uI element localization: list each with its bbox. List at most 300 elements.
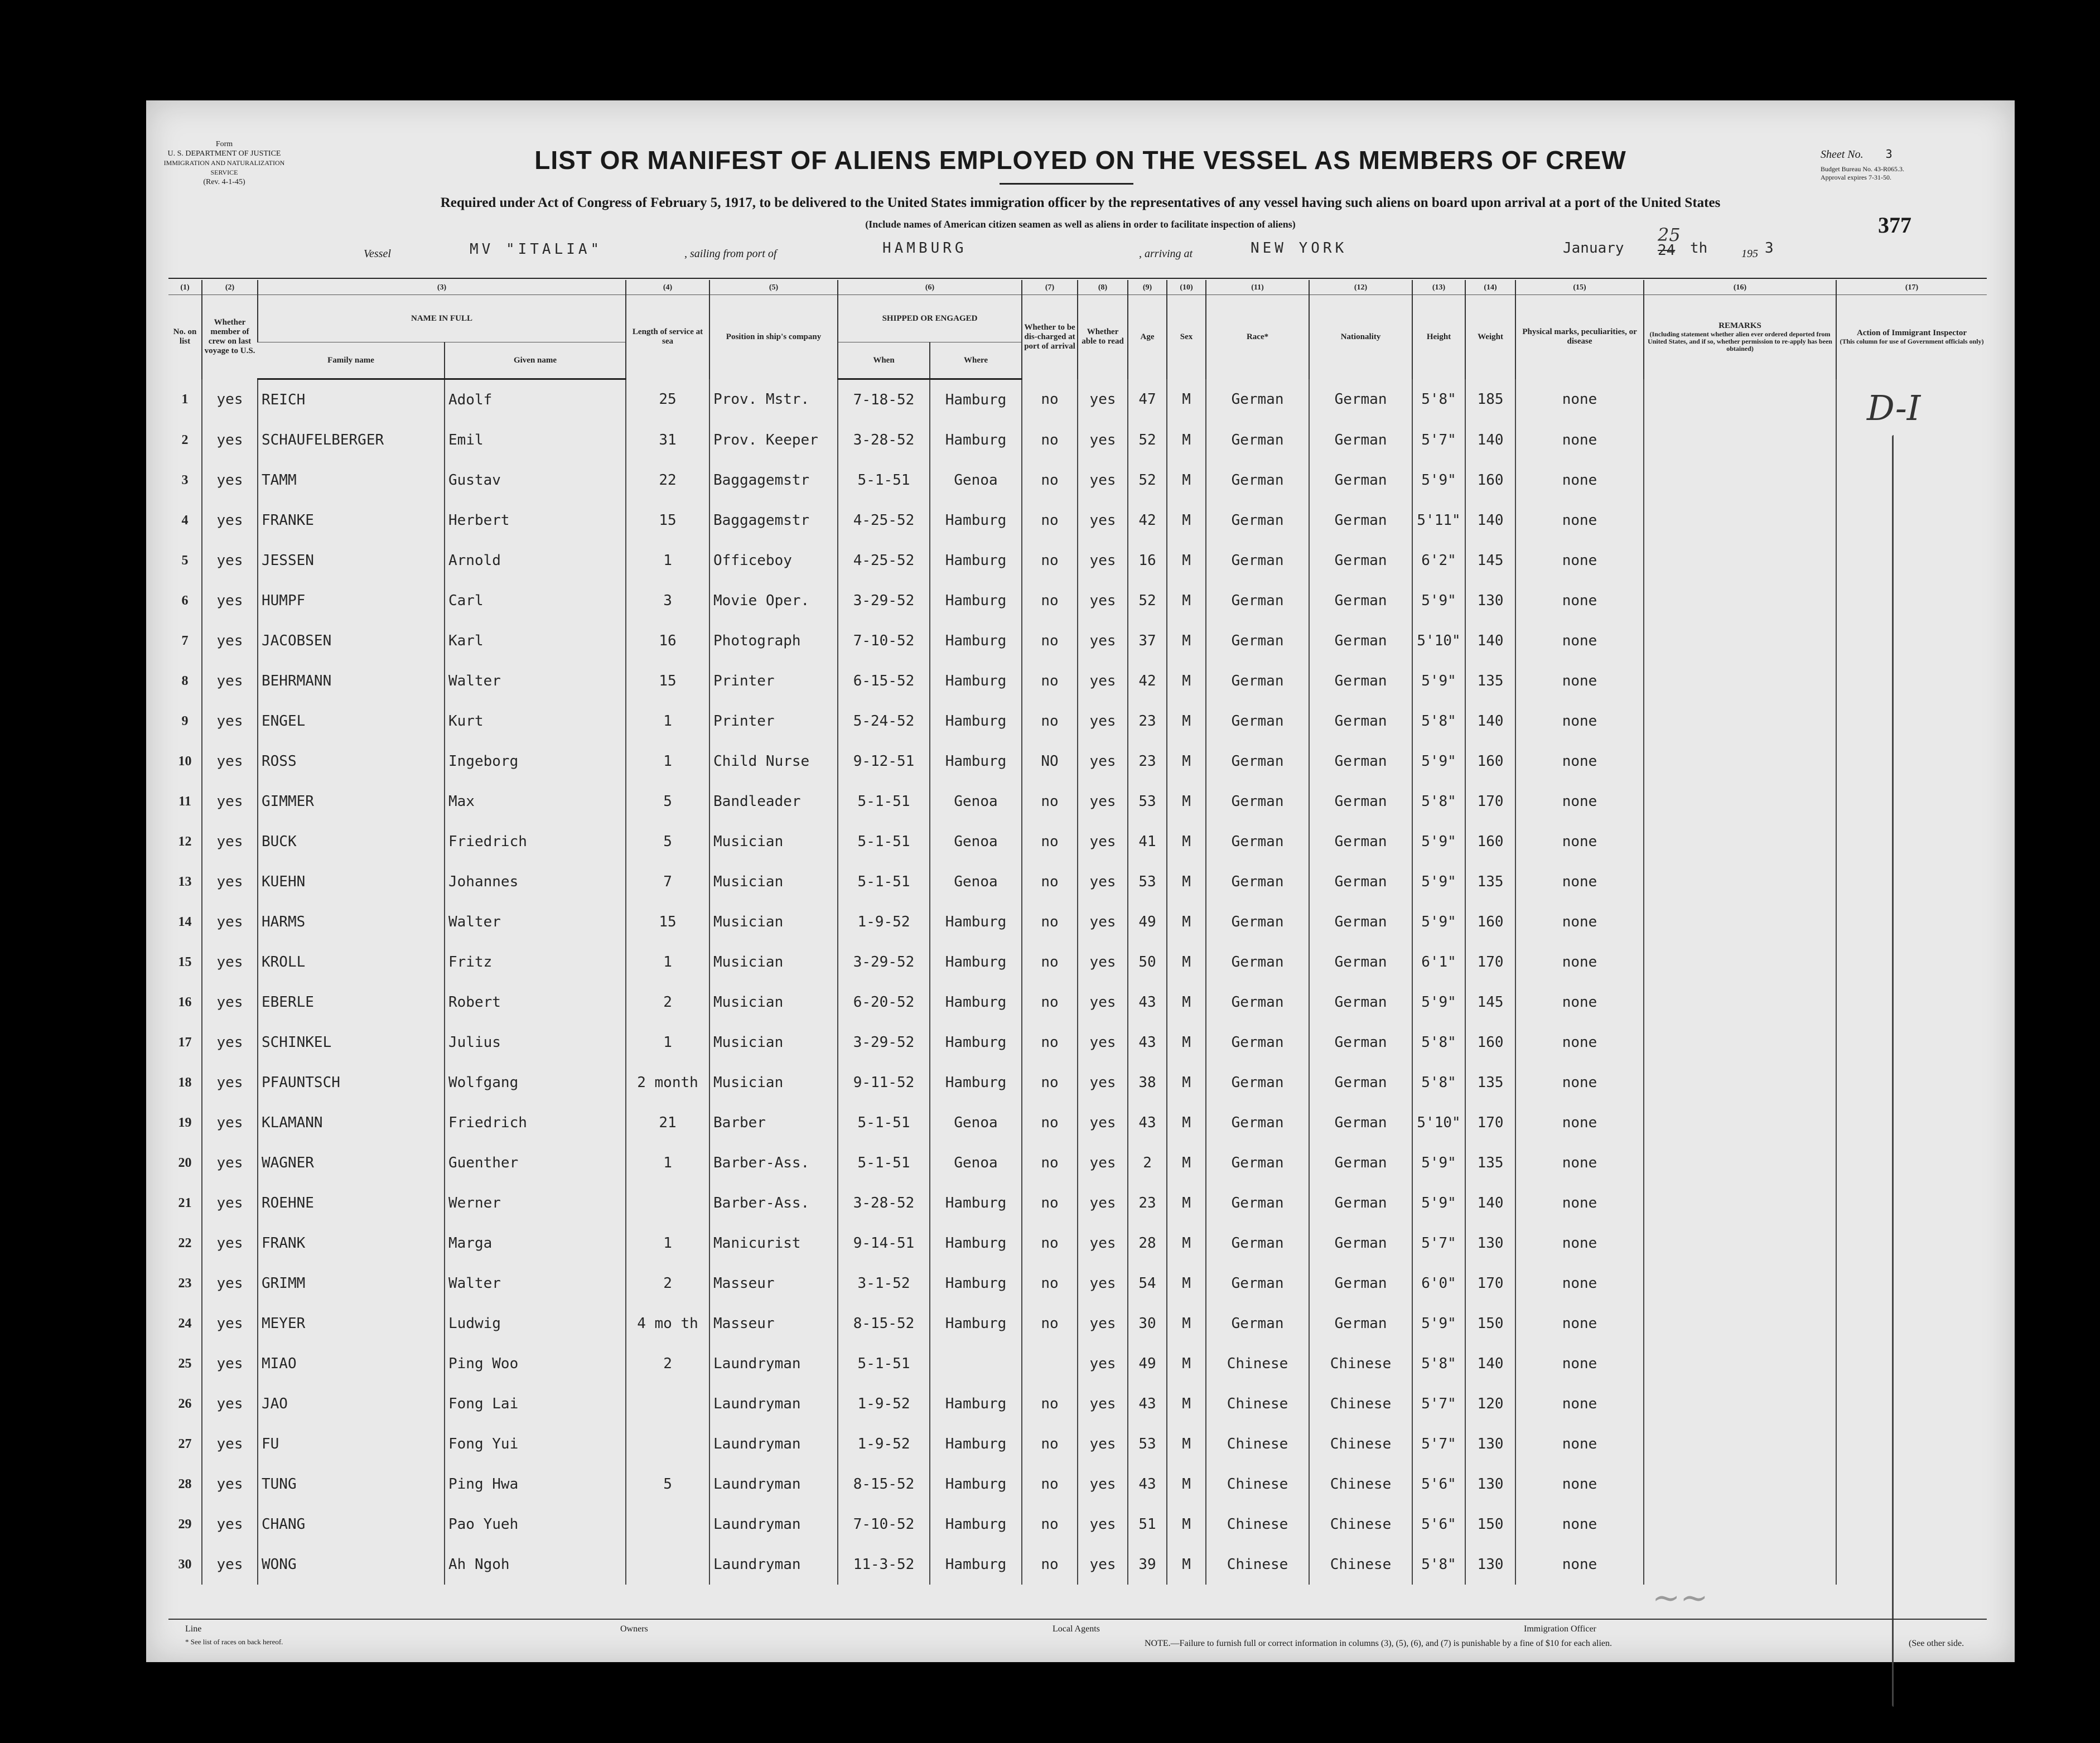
cell-to-be-discharged: no — [1022, 1063, 1078, 1103]
cell-shipped-where: Hamburg — [930, 1544, 1022, 1585]
cell-physical-marks: none — [1515, 902, 1644, 942]
cell-member-last-voyage: yes — [202, 1544, 258, 1585]
cell-sex: M — [1167, 1384, 1206, 1424]
cell-inspector-action — [1836, 1424, 1987, 1464]
column-number: (13) — [1412, 280, 1465, 295]
cell-weight: 150 — [1465, 1504, 1515, 1544]
cell-family-name: EBERLE — [258, 982, 445, 1022]
cell-race: German — [1206, 581, 1309, 621]
cell-length-of-service: 1 — [626, 1143, 709, 1183]
cell-nationality: German — [1309, 1103, 1412, 1143]
cell-given-name: Fong Lai — [445, 1384, 626, 1424]
cell-inspector-action — [1836, 1464, 1987, 1504]
cell-inspector-action — [1836, 1344, 1987, 1384]
cell-weight: 160 — [1465, 1022, 1515, 1063]
cell-family-name: SCHAUFELBERGER — [258, 420, 445, 460]
cell-able-to-read: yes — [1078, 1544, 1128, 1585]
cell-shipped-where: Hamburg — [930, 741, 1022, 781]
cell-nationality: German — [1309, 1063, 1412, 1103]
cell-age: 2 — [1128, 1143, 1167, 1183]
cell-physical-marks: none — [1515, 1544, 1644, 1585]
cell-given-name: Pao Yueh — [445, 1504, 626, 1544]
cell-physical-marks: none — [1515, 982, 1644, 1022]
cell-remarks — [1644, 1223, 1836, 1263]
cell-height: 5'6" — [1412, 1464, 1465, 1504]
cell-given-name: Gustav — [445, 460, 626, 500]
cell-to-be-discharged: no — [1022, 621, 1078, 661]
cell-given-name: Fritz — [445, 942, 626, 982]
cell-remarks — [1644, 379, 1836, 421]
cell-given-name: Herbert — [445, 500, 626, 540]
cell-nationality: German — [1309, 460, 1412, 500]
cell-given-name: Marga — [445, 1223, 626, 1263]
cell-inspector-action — [1836, 1303, 1987, 1344]
cell-weight: 135 — [1465, 1143, 1515, 1183]
cell-member-last-voyage: yes — [202, 500, 258, 540]
cell-length-of-service: 2 — [626, 982, 709, 1022]
cell-physical-marks: none — [1515, 1143, 1644, 1183]
cell-height: 5'8" — [1412, 379, 1465, 421]
cell-to-be-discharged: NO — [1022, 741, 1078, 781]
cell-sex: M — [1167, 540, 1206, 581]
column-number: (2) — [202, 280, 258, 295]
cell-shipped-when: 6-20-52 — [838, 982, 930, 1022]
crew-row — [168, 420, 1987, 460]
form-service: IMMIGRATION AND NATURALIZATION SERVICE — [163, 159, 285, 176]
cell-family-name: BUCK — [258, 822, 445, 862]
cell-race: German — [1206, 902, 1309, 942]
header-remarks-title: REMARKS — [1718, 321, 1761, 331]
cell-sex: M — [1167, 1223, 1206, 1263]
cell-height: 5'9" — [1412, 902, 1465, 942]
column-number: (8) — [1078, 280, 1128, 295]
cell-family-name: HARMS — [258, 902, 445, 942]
cell-age: 41 — [1128, 822, 1167, 862]
cell-remarks — [1644, 942, 1836, 982]
cell-remarks — [1644, 581, 1836, 621]
cell-family-name: MEYER — [258, 1303, 445, 1344]
cell-shipped-when: 9-12-51 — [838, 741, 930, 781]
cell-family-name: BEHRMANN — [258, 661, 445, 701]
cell-inspector-action — [1836, 661, 1987, 701]
cell-row-number: 23 — [178, 1276, 192, 1291]
header-height: Height — [1412, 295, 1465, 379]
cell-race: German — [1206, 621, 1309, 661]
cell-given-name: Ingeborg — [445, 741, 626, 781]
cell-shipped-when: 3-29-52 — [838, 581, 930, 621]
cell-age: 42 — [1128, 500, 1167, 540]
cell-inspector-action — [1836, 1504, 1987, 1544]
cell-race: Chinese — [1206, 1424, 1309, 1464]
cell-height: 5'7" — [1412, 1424, 1465, 1464]
cell-remarks — [1644, 460, 1836, 500]
cell-weight: 160 — [1465, 460, 1515, 500]
cell-remarks — [1644, 1263, 1836, 1303]
cell-height: 5'9" — [1412, 460, 1465, 500]
arrival-port: NEW YORK — [1251, 240, 1348, 257]
cell-race: German — [1206, 1063, 1309, 1103]
header-where: Where — [930, 342, 1022, 379]
cell-member-last-voyage: yes — [202, 1303, 258, 1344]
cell-nationality: German — [1309, 621, 1412, 661]
cell-length-of-service: 5 — [626, 1464, 709, 1504]
cell-shipped-where: Hamburg — [930, 1263, 1022, 1303]
cell-sex: M — [1167, 1022, 1206, 1063]
cell-shipped-where: Genoa — [930, 781, 1022, 822]
cell-height: 5'8" — [1412, 781, 1465, 822]
cell-to-be-discharged: no — [1022, 1384, 1078, 1424]
cell-position: Prov. Keeper — [709, 420, 838, 460]
cell-weight: 135 — [1465, 862, 1515, 902]
column-number: (1) — [168, 280, 202, 295]
cell-race: German — [1206, 942, 1309, 982]
cell-member-last-voyage: yes — [202, 1344, 258, 1384]
crew-row — [168, 621, 1987, 661]
cell-length-of-service: 21 — [626, 1103, 709, 1143]
cell-shipped-where: Hamburg — [930, 1303, 1022, 1344]
header-age: Age — [1128, 295, 1167, 379]
cell-member-last-voyage: yes — [202, 379, 258, 421]
cell-to-be-discharged: no — [1022, 1183, 1078, 1223]
cell-shipped-when: 5-1-51 — [838, 862, 930, 902]
cell-position: Child Nurse — [709, 741, 838, 781]
cell-sex: M — [1167, 1424, 1206, 1464]
cell-position: Printer — [709, 701, 838, 741]
cell-to-be-discharged: no — [1022, 942, 1078, 982]
cell-remarks — [1644, 621, 1836, 661]
cell-given-name: Karl — [445, 621, 626, 661]
cell-length-of-service: 1 — [626, 701, 709, 741]
cell-weight: 140 — [1465, 420, 1515, 460]
cell-race: Chinese — [1206, 1504, 1309, 1544]
header-inspector — [1836, 295, 1987, 379]
cell-physical-marks: none — [1515, 1344, 1644, 1384]
cell-race: Chinese — [1206, 1464, 1309, 1504]
cell-able-to-read: yes — [1078, 1424, 1128, 1464]
cell-row-number: 13 — [178, 874, 192, 889]
cell-age: 50 — [1128, 942, 1167, 982]
cell-length-of-service: 3 — [626, 581, 709, 621]
cell-able-to-read: yes — [1078, 862, 1128, 902]
cell-position: Laundryman — [709, 1424, 838, 1464]
footer-local-agents-label: Local Agents — [1053, 1624, 1100, 1634]
cell-age: 23 — [1128, 1183, 1167, 1223]
cell-length-of-service: 1 — [626, 741, 709, 781]
cell-member-last-voyage: yes — [202, 661, 258, 701]
cell-able-to-read: yes — [1078, 701, 1128, 741]
cell-position: Baggagemstr — [709, 500, 838, 540]
cell-height: 5'8" — [1412, 1344, 1465, 1384]
cell-shipped-when: 9-14-51 — [838, 1223, 930, 1263]
cell-length-of-service: 2 — [626, 1344, 709, 1384]
cell-height: 5'9" — [1412, 581, 1465, 621]
crew-row — [168, 982, 1987, 1022]
cell-row-number: 4 — [181, 513, 189, 528]
cell-given-name: Friedrich — [445, 822, 626, 862]
cell-shipped-when: 1-9-52 — [838, 902, 930, 942]
cell-row-number: 15 — [178, 954, 192, 969]
header-shipped-engaged: SHIPPED OR ENGAGED — [838, 295, 1022, 342]
cell-age: 16 — [1128, 540, 1167, 581]
cell-length-of-service: 5 — [626, 781, 709, 822]
cell-family-name: PFAUNTSCH — [258, 1063, 445, 1103]
cell-sex: M — [1167, 661, 1206, 701]
cell-shipped-where: Genoa — [930, 822, 1022, 862]
cell-family-name: HUMPF — [258, 581, 445, 621]
cell-race: German — [1206, 1183, 1309, 1223]
page-subnote: (Include names of American citizen seamen as well as aliens in order to facilitate inspection of aliens) — [865, 219, 1296, 230]
cell-height: 5'7" — [1412, 420, 1465, 460]
cell-shipped-where: Hamburg — [930, 621, 1022, 661]
cell-member-last-voyage: yes — [202, 1424, 258, 1464]
cell-race: German — [1206, 540, 1309, 581]
crew-row — [168, 1103, 1987, 1143]
cell-nationality: German — [1309, 1263, 1412, 1303]
cell-physical-marks: none — [1515, 1022, 1644, 1063]
header-able-to-read: Whether able to read — [1078, 295, 1128, 379]
cell-row-number: 8 — [181, 673, 189, 688]
cell-height: 5'9" — [1412, 822, 1465, 862]
crew-row — [168, 1504, 1987, 1544]
cell-position: Barber-Ass. — [709, 1183, 838, 1223]
cell-nationality: German — [1309, 1303, 1412, 1344]
cell-row-number: 7 — [181, 633, 189, 648]
cell-able-to-read: yes — [1078, 661, 1128, 701]
column-number: (10) — [1167, 280, 1206, 295]
cell-position: Barber — [709, 1103, 838, 1143]
cell-inspector-action — [1836, 701, 1987, 741]
crew-row — [168, 902, 1987, 942]
cell-nationality: German — [1309, 1223, 1412, 1263]
cell-weight: 160 — [1465, 902, 1515, 942]
cell-able-to-read: yes — [1078, 1504, 1128, 1544]
cell-sex: M — [1167, 460, 1206, 500]
cell-to-be-discharged: no — [1022, 420, 1078, 460]
arrival-day-handwritten: 25 — [1658, 224, 1681, 245]
cell-row-number: 17 — [178, 1035, 192, 1050]
cell-shipped-where: Hamburg — [930, 1063, 1022, 1103]
cell-age: 47 — [1128, 379, 1167, 421]
cell-physical-marks: none — [1515, 1263, 1644, 1303]
column-number-row — [168, 280, 1987, 295]
cell-age: 52 — [1128, 420, 1167, 460]
vessel-label: Vessel — [364, 248, 391, 260]
cell-given-name: Ludwig — [445, 1303, 626, 1344]
cell-height: 5'9" — [1412, 1183, 1465, 1223]
cell-row-number: 1 — [181, 392, 189, 407]
cell-to-be-discharged: no — [1022, 1464, 1078, 1504]
cell-physical-marks: none — [1515, 822, 1644, 862]
cell-inspector-action — [1836, 942, 1987, 982]
cell-height: 5'9" — [1412, 862, 1465, 902]
cell-physical-marks: none — [1515, 1504, 1644, 1544]
cell-member-last-voyage: yes — [202, 1143, 258, 1183]
cell-given-name: Walter — [445, 1263, 626, 1303]
crew-row — [168, 741, 1987, 781]
cell-race: German — [1206, 1022, 1309, 1063]
cell-family-name: WAGNER — [258, 1143, 445, 1183]
cell-physical-marks: none — [1515, 661, 1644, 701]
cell-age: 49 — [1128, 1344, 1167, 1384]
crew-row — [168, 1384, 1987, 1424]
cell-weight: 150 — [1465, 1303, 1515, 1344]
cell-family-name: ENGEL — [258, 701, 445, 741]
cell-shipped-when: 5-1-51 — [838, 1103, 930, 1143]
cell-family-name: TUNG — [258, 1464, 445, 1504]
cell-shipped-where — [930, 1344, 1022, 1384]
page-title: LIST OR MANIFEST OF ALIENS EMPLOYED ON THE VESSEL AS MEMBERS OF CREW — [534, 146, 1626, 175]
header-inspector-note: (This column for use of Government officials only) — [1840, 337, 1984, 346]
cell-to-be-discharged: no — [1022, 982, 1078, 1022]
cell-shipped-where: Hamburg — [930, 902, 1022, 942]
cell-able-to-read: yes — [1078, 500, 1128, 540]
cell-sex: M — [1167, 1303, 1206, 1344]
cell-family-name: JACOBSEN — [258, 621, 445, 661]
cell-member-last-voyage: yes — [202, 1223, 258, 1263]
cell-able-to-read: yes — [1078, 902, 1128, 942]
cell-shipped-where: Hamburg — [930, 661, 1022, 701]
column-number: (3) — [258, 280, 626, 295]
cell-position: Officeboy — [709, 540, 838, 581]
cell-family-name: TAMM — [258, 460, 445, 500]
cell-row-number: 25 — [178, 1356, 192, 1371]
cell-member-last-voyage: yes — [202, 1504, 258, 1544]
cell-shipped-where: Hamburg — [930, 581, 1022, 621]
cell-remarks — [1644, 1344, 1836, 1384]
cell-sex: M — [1167, 621, 1206, 661]
cell-sex: M — [1167, 1263, 1206, 1303]
cell-race: German — [1206, 1263, 1309, 1303]
cell-physical-marks: none — [1515, 701, 1644, 741]
cell-race: German — [1206, 1303, 1309, 1344]
cell-member-last-voyage: yes — [202, 581, 258, 621]
cell-inspector-action — [1836, 540, 1987, 581]
cell-length-of-service: 25 — [626, 379, 709, 421]
cell-length-of-service: 31 — [626, 420, 709, 460]
cell-shipped-where: Hamburg — [930, 1183, 1022, 1223]
cell-sex: M — [1167, 1063, 1206, 1103]
cell-shipped-when: 8-15-52 — [838, 1303, 930, 1344]
cell-nationality: German — [1309, 1143, 1412, 1183]
cell-shipped-where: Hamburg — [930, 1464, 1022, 1504]
crew-row — [168, 1183, 1987, 1223]
form-department: U. S. DEPARTMENT OF JUSTICE — [167, 149, 281, 158]
cell-remarks — [1644, 540, 1836, 581]
budget-number: Budget Bureau No. 43-R065.3. — [1821, 165, 1904, 173]
cell-remarks — [1644, 1103, 1836, 1143]
cell-sex: M — [1167, 902, 1206, 942]
cell-position: Laundryman — [709, 1344, 838, 1384]
cell-able-to-read: yes — [1078, 540, 1128, 581]
cell-height: 5'8" — [1412, 1544, 1465, 1585]
year-digit: 3 — [1765, 240, 1774, 257]
cell-age: 38 — [1128, 1063, 1167, 1103]
cell-row-number: 20 — [178, 1155, 192, 1170]
cell-nationality: German — [1309, 902, 1412, 942]
cell-shipped-when: 1-9-52 — [838, 1424, 930, 1464]
cell-height: 6'2" — [1412, 540, 1465, 581]
budget-expiry: Approval expires 7-31-50. — [1821, 173, 1891, 181]
cell-physical-marks: none — [1515, 500, 1644, 540]
column-number: (6) — [838, 280, 1022, 295]
crew-row — [168, 581, 1987, 621]
cell-given-name: Fong Yui — [445, 1424, 626, 1464]
year-label: 195 — [1741, 248, 1758, 260]
header-inspector-title: Action of Immigrant Inspector — [1857, 329, 1967, 338]
cell-nationality: Chinese — [1309, 1344, 1412, 1384]
cell-row-number: 30 — [178, 1557, 192, 1572]
cell-member-last-voyage: yes — [202, 1384, 258, 1424]
column-number: (7) — [1022, 280, 1078, 295]
cell-length-of-service: 1 — [626, 1223, 709, 1263]
crew-row — [168, 862, 1987, 902]
cell-position: Photograph — [709, 621, 838, 661]
cell-position: Musician — [709, 902, 838, 942]
cell-position: Musician — [709, 942, 838, 982]
cell-nationality: German — [1309, 379, 1412, 421]
cell-remarks — [1644, 862, 1836, 902]
cell-shipped-when: 4-25-52 — [838, 500, 930, 540]
cell-length-of-service: 1 — [626, 1022, 709, 1063]
cell-shipped-where: Hamburg — [930, 701, 1022, 741]
cell-member-last-voyage: yes — [202, 1464, 258, 1504]
cell-to-be-discharged: no — [1022, 379, 1078, 421]
cell-inspector-action — [1836, 902, 1987, 942]
cell-nationality: German — [1309, 982, 1412, 1022]
footer-rule — [168, 1619, 1987, 1620]
cell-remarks — [1644, 500, 1836, 540]
header-when: When — [838, 342, 930, 379]
cell-row-number: 24 — [178, 1316, 192, 1331]
cell-remarks — [1644, 1183, 1836, 1223]
cell-family-name: REICH — [258, 379, 445, 421]
column-number: (4) — [626, 280, 709, 295]
cell-to-be-discharged: no — [1022, 581, 1078, 621]
cell-length-of-service — [626, 1424, 709, 1464]
cell-row-number: 29 — [178, 1517, 192, 1532]
cell-race: German — [1206, 1223, 1309, 1263]
cell-able-to-read: yes — [1078, 581, 1128, 621]
column-number: (12) — [1309, 280, 1412, 295]
cell-race: German — [1206, 1103, 1309, 1143]
cell-given-name: Ping Hwa — [445, 1464, 626, 1504]
cell-physical-marks: none — [1515, 621, 1644, 661]
form-label: Form — [215, 140, 233, 148]
sailing-label: , sailing from port of — [684, 248, 777, 260]
crew-row — [168, 1344, 1987, 1384]
crew-row — [168, 1544, 1987, 1585]
cell-position: Laundryman — [709, 1544, 838, 1585]
cell-given-name: Ping Woo — [445, 1344, 626, 1384]
cell-height: 5'9" — [1412, 1303, 1465, 1344]
column-number: (14) — [1465, 280, 1515, 295]
cell-age: 28 — [1128, 1223, 1167, 1263]
cell-position: Masseur — [709, 1263, 838, 1303]
cell-able-to-read: yes — [1078, 822, 1128, 862]
cell-family-name: KLAMANN — [258, 1103, 445, 1143]
cell-row-number: 19 — [178, 1115, 192, 1130]
cell-nationality: German — [1309, 1022, 1412, 1063]
cell-height: 5'9" — [1412, 1143, 1465, 1183]
cell-row-number: 3 — [181, 472, 189, 487]
cell-nationality: Chinese — [1309, 1544, 1412, 1585]
crew-rows — [168, 379, 1987, 1585]
cell-nationality: Chinese — [1309, 1384, 1412, 1424]
cell-family-name: GIMMER — [258, 781, 445, 822]
cell-age: 42 — [1128, 661, 1167, 701]
cell-shipped-where: Genoa — [930, 1103, 1022, 1143]
cell-shipped-where: Hamburg — [930, 942, 1022, 982]
